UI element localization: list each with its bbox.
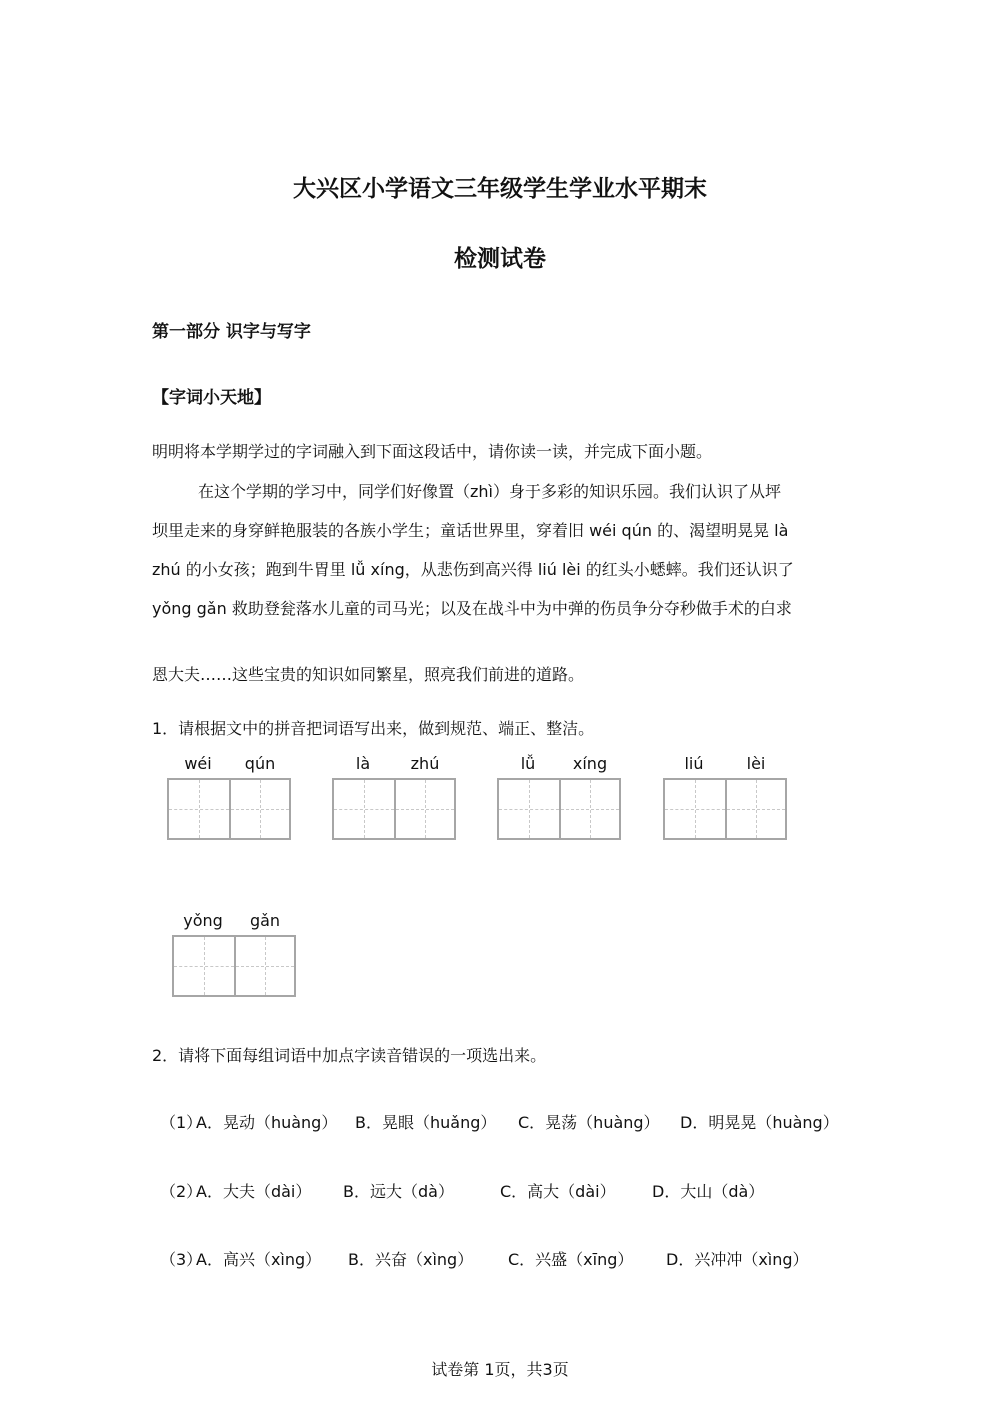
- pinyin-label: lèi: [746, 754, 766, 773]
- tian-zi-grid[interactable]: [167, 778, 291, 840]
- option-d[interactable]: D．大山（dà）: [652, 1182, 765, 1201]
- passage-line: zhú 的小女孩；跑到牛胃里 lǚ xíng，从悲伤到高兴得 liú lèi 的红头小蟋蟀。我们还认识了: [152, 560, 794, 579]
- option-c[interactable]: C．兴盛（xīng）: [508, 1250, 634, 1269]
- option-a[interactable]: A．高兴（xìng）: [196, 1250, 322, 1269]
- pinyin-label: lǚ: [520, 754, 536, 773]
- option-d[interactable]: D．明晃晃（huàng）: [680, 1113, 839, 1132]
- question-1: 1．请根据文中的拼音把词语写出来，做到规范、端正、整洁。: [152, 719, 595, 738]
- pinyin-label: liú: [684, 754, 704, 773]
- tian-zi-grid[interactable]: [332, 778, 456, 840]
- pinyin-label: wéi: [184, 754, 212, 773]
- pinyin-label: yǒng: [183, 911, 223, 930]
- option-b[interactable]: B．晃眼（huǎng）: [355, 1113, 497, 1132]
- passage-line: 恩大夫……这些宝贵的知识如同繁星，照亮我们前进的道路。: [152, 665, 585, 684]
- option-c[interactable]: C．高大（dài）: [500, 1182, 616, 1201]
- option-number: （3）: [160, 1250, 203, 1269]
- tian-zi-grid[interactable]: [663, 778, 787, 840]
- pinyin-label: qún: [244, 754, 276, 773]
- part-heading: 第一部分 识字与写字: [152, 322, 311, 342]
- passage-line: 坝里走来的身穿鲜艳服装的各族小学生；童话世界里，穿着旧 wéi qún 的、渴望明晃晃 là: [152, 521, 789, 540]
- intro-text: 明明将本学期学过的字词融入到下面这段话中，请你读一读，并完成下面小题。: [152, 442, 713, 461]
- pinyin-label: xíng: [572, 754, 608, 773]
- page-title: 大兴区小学语文三年级学生学业水平期末: [293, 176, 707, 202]
- passage-line: yǒng gǎn 救助登瓮落水儿童的司马光；以及在战斗中为中弹的伤员争分夺秒做手术的白求: [152, 599, 792, 618]
- option-b[interactable]: B．兴奋（xìng）: [348, 1250, 474, 1269]
- option-a[interactable]: A．大夫（dài）: [196, 1182, 312, 1201]
- option-a[interactable]: A．晃动（huàng）: [196, 1113, 338, 1132]
- option-b[interactable]: B．远大（dà）: [343, 1182, 454, 1201]
- question-2: 2．请将下面每组词语中加点字读音错误的一项选出来。: [152, 1046, 547, 1065]
- page-footer: 试卷第 1页，共3页: [431, 1360, 569, 1379]
- page-subtitle: 检测试卷: [454, 246, 546, 272]
- pinyin-label: gǎn: [249, 911, 281, 930]
- tian-zi-grid[interactable]: [172, 935, 296, 997]
- option-c[interactable]: C．晃荡（huàng）: [518, 1113, 660, 1132]
- passage-line: 在这个学期的学习中，同学们好像置（zhì）身于多彩的知识乐园。我们认识了从坪: [198, 482, 781, 501]
- pinyin-label: là: [355, 754, 371, 773]
- option-number: （1）: [160, 1113, 203, 1132]
- option-number: （2）: [160, 1182, 203, 1201]
- option-d[interactable]: D．兴冲冲（xìng）: [666, 1250, 809, 1269]
- pinyin-label: zhú: [410, 754, 440, 773]
- section-heading: 【字词小天地】: [152, 388, 271, 408]
- tian-zi-grid[interactable]: [497, 778, 621, 840]
